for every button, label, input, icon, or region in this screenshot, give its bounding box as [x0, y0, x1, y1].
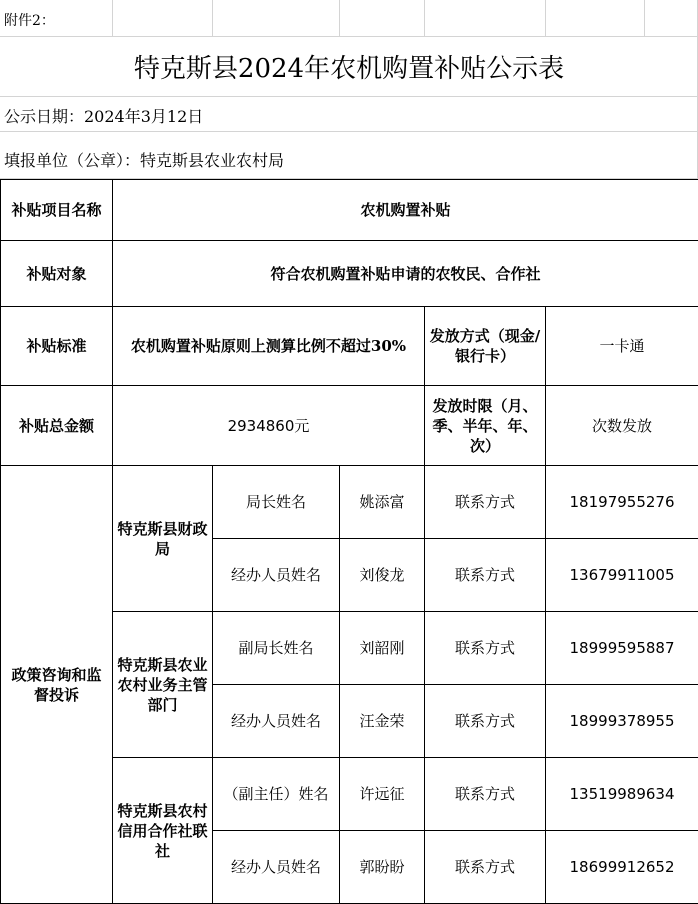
- announce-date: 公示日期：2024年3月12日: [4, 107, 204, 126]
- table-row: [1, 386, 698, 466]
- contact-label: 联系方式: [425, 466, 546, 539]
- contact-person: 刘俊龙: [340, 539, 425, 612]
- contact-label: 联系方式: [425, 758, 546, 831]
- contact-role: 副局长姓名: [213, 612, 340, 685]
- contact-person: 许远征: [340, 758, 425, 831]
- department-name: 特克斯县农村信用合作社联社: [113, 758, 213, 904]
- project-label: 补贴项目名称: [1, 180, 113, 241]
- supervision-label: 政策咨询和监督投诉: [1, 466, 113, 904]
- contact-role: 局长姓名: [213, 466, 340, 539]
- subsidy-table: [0, 179, 698, 904]
- contact-label: 联系方式: [425, 685, 546, 758]
- contact-person: 姚添富: [340, 466, 425, 539]
- contact-label: 联系方式: [425, 612, 546, 685]
- contact-phone: 18999378955: [546, 685, 698, 758]
- contact-role: 经办人员姓名: [213, 685, 340, 758]
- project-value: 农机购置补贴: [113, 180, 698, 241]
- contact-label: 联系方式: [425, 831, 546, 904]
- method-label: 发放方式（现金/银行卡）: [425, 307, 546, 386]
- standard-label: 补贴标准: [1, 307, 113, 386]
- contact-phone: 18197955276: [546, 466, 698, 539]
- contact-role: （副主任）姓名: [213, 758, 340, 831]
- period-label: 发放时限（月、季、半年、年、次）: [425, 386, 546, 466]
- department-name: 特克斯县财政局: [113, 466, 213, 612]
- contact-person: 郭盼盼: [340, 831, 425, 904]
- contact-role: 经办人员姓名: [213, 539, 340, 612]
- contact-phone: 18999595887: [546, 612, 698, 685]
- contact-phone: 13519989634: [546, 758, 698, 831]
- contact-person: 汪金荣: [340, 685, 425, 758]
- department-name: 特克斯县农业农村业务主管部门: [113, 612, 213, 758]
- contact-role: 经办人员姓名: [213, 831, 340, 904]
- page-title: 特克斯县2024年农机购置补贴公示表: [133, 54, 565, 84]
- total-label: 补贴总金额: [1, 386, 113, 466]
- standard-value: 农机购置补贴原则上测算比例不超过30%: [113, 307, 425, 386]
- total-value: 2934860元: [113, 386, 425, 466]
- contact-phone: 13679911005: [546, 539, 698, 612]
- contact-label: 联系方式: [425, 539, 546, 612]
- contact-person: 刘韶刚: [340, 612, 425, 685]
- table-row: [1, 180, 698, 241]
- target-label: 补贴对象: [1, 241, 113, 307]
- table-row: [1, 307, 698, 386]
- period-value: 次数发放: [546, 386, 698, 466]
- table-row: [1, 241, 698, 307]
- table-row: [1, 466, 698, 539]
- method-value: 一卡通: [546, 307, 698, 386]
- attachment-label: 附件2：: [4, 13, 55, 29]
- target-value: 符合农机购置补贴申请的农牧民、合作社: [113, 241, 698, 307]
- reporting-unit: 填报单位（公章）：特克斯县农业农村局: [4, 151, 285, 170]
- contact-phone: 18699912652: [546, 831, 698, 904]
